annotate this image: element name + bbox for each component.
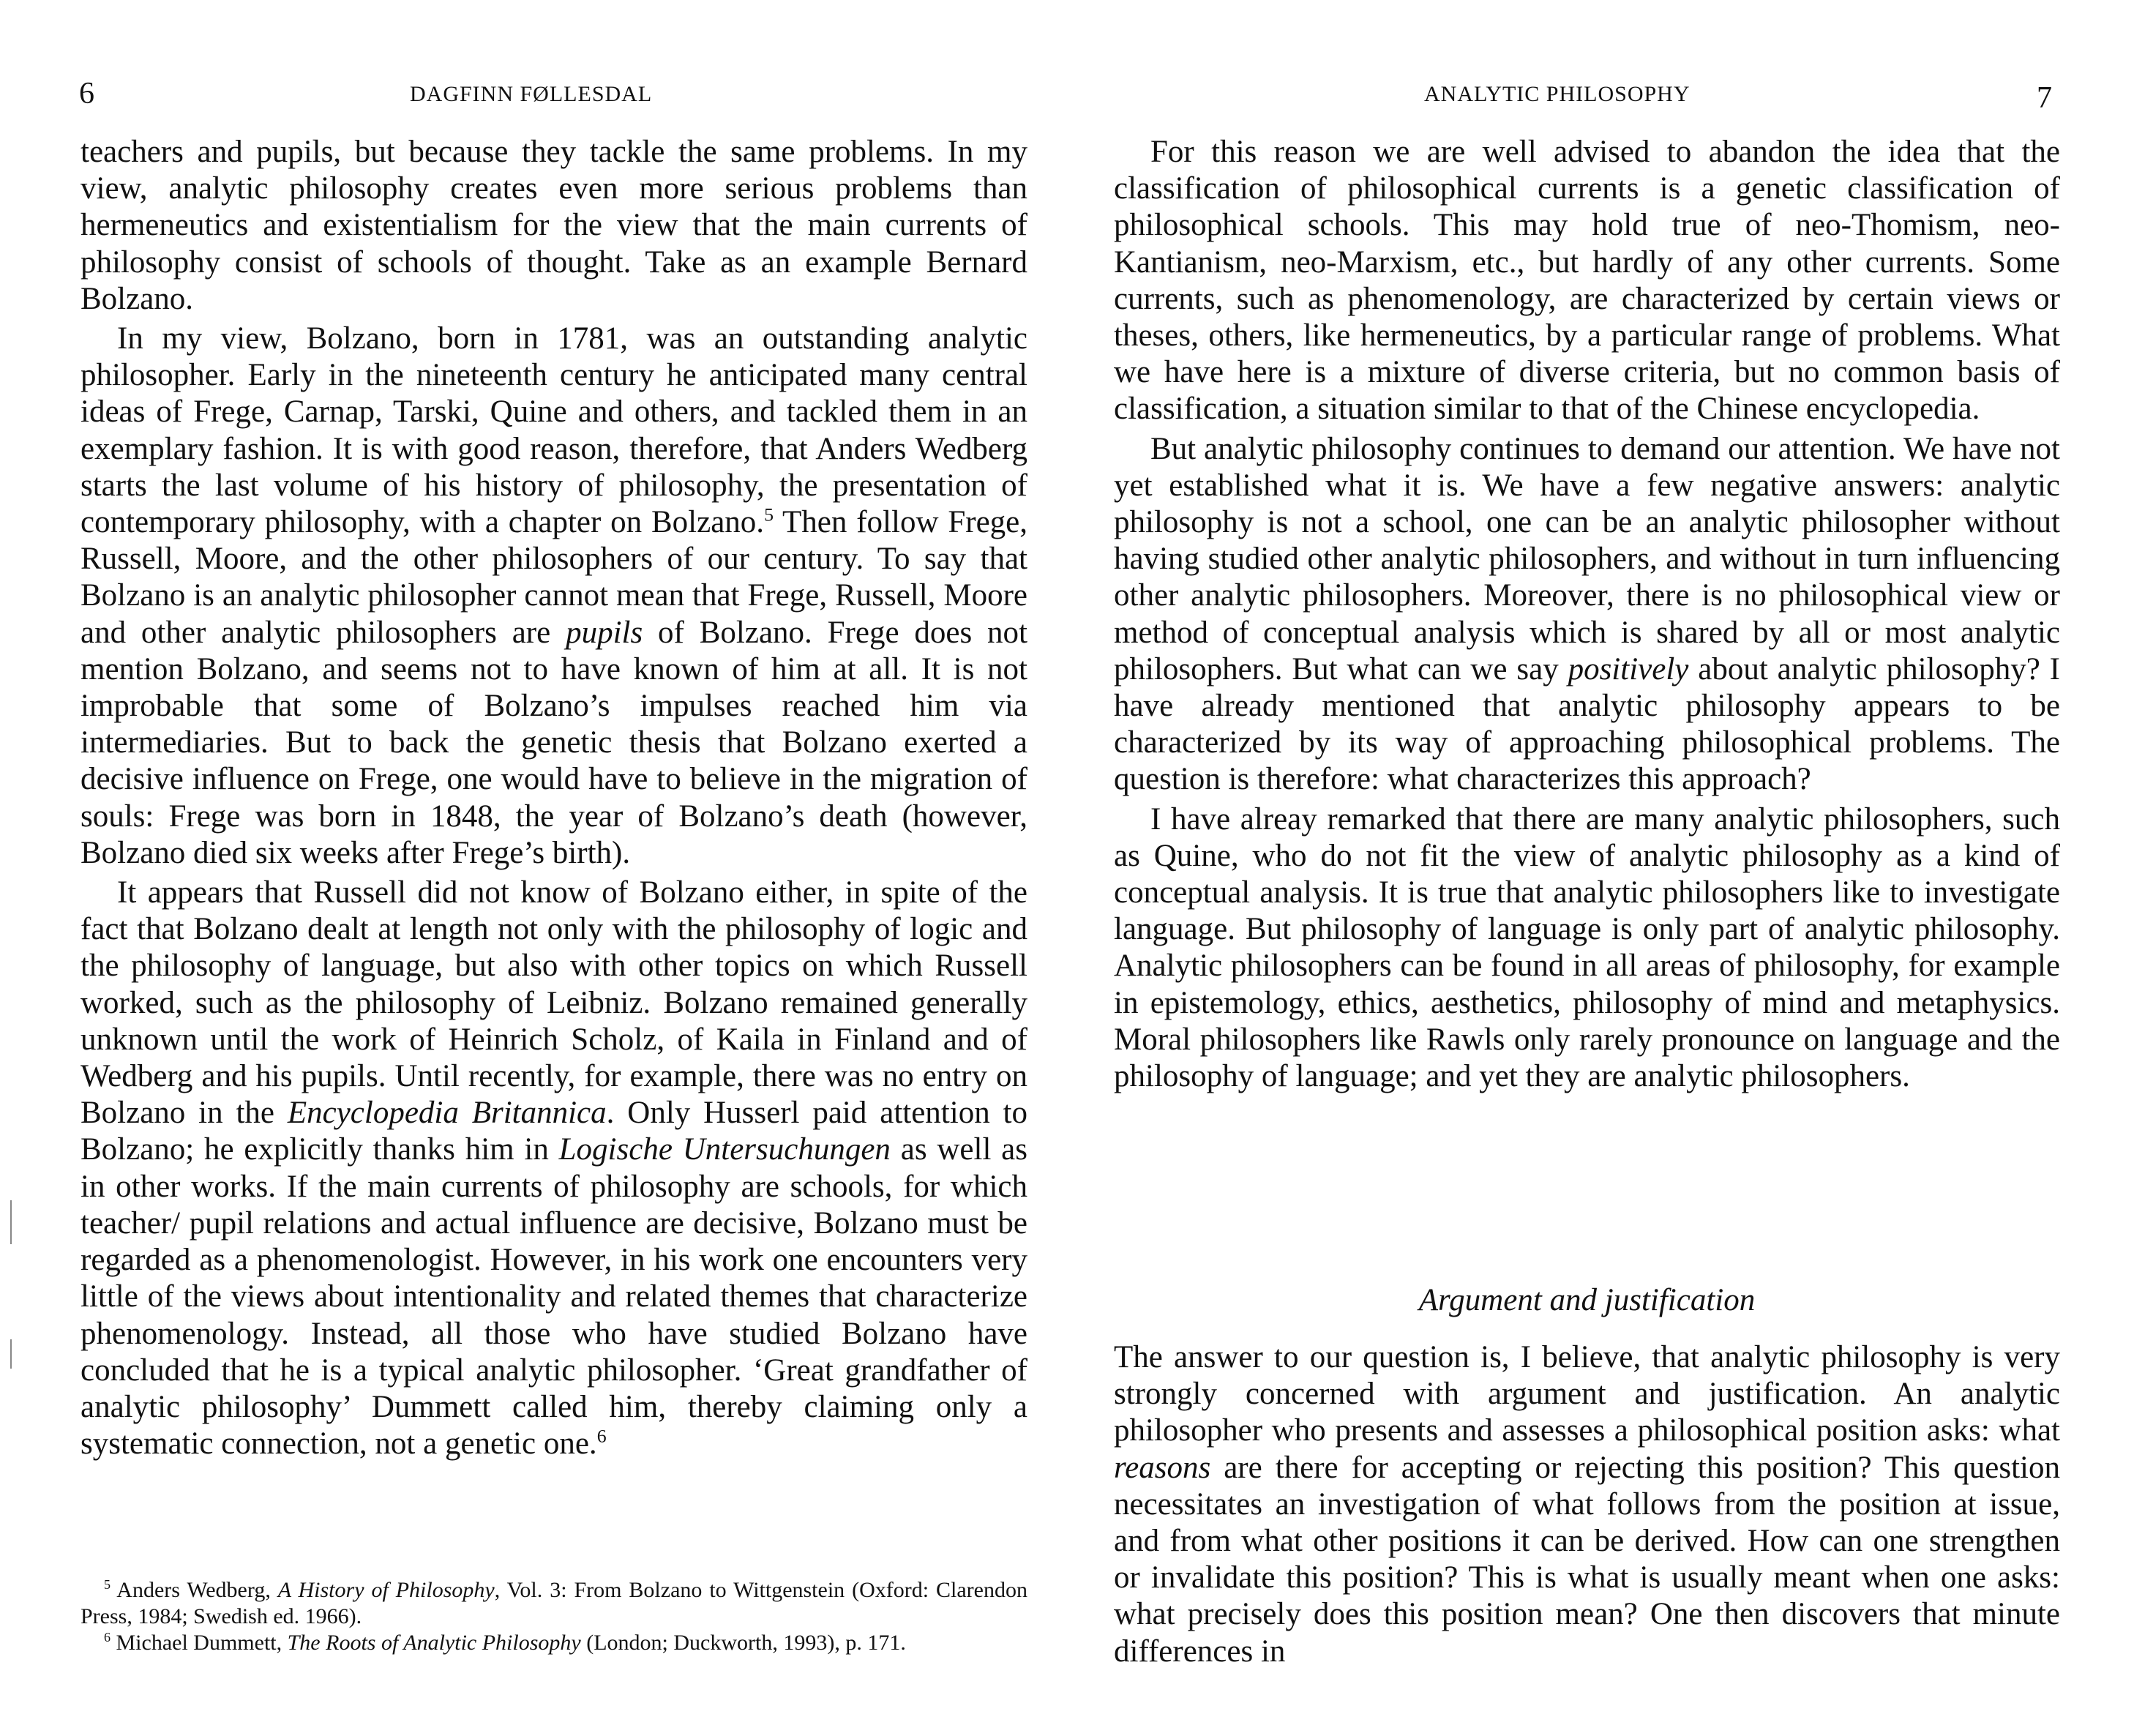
text-run: (London; Duckworth, 1993), p. 171.: [580, 1631, 906, 1655]
text-run: , Vol. 3: From Bolzano to Wittgenstein (Oxford: Clarendon Press, 1984; Swedish ed. 1966).: [81, 1578, 1027, 1628]
footnote-ref: 6: [104, 1630, 111, 1645]
text-run: Michael Dummett,: [111, 1631, 288, 1655]
text-run: I have alreay remarked that there are many analytic philosophers, such as Quine, who do not fit the view of analytic philosophy as a kind of conceptual analysis. It is true that analytic philosophers like to investigate language. But philosophy of language is only part of analytic philosophy. Analytic philosophers can be found in all areas of philosophy, for example in epistemology, ethics, aesthetics, philosophy of mind and metaphysics. Moral philosophers like Rawls only rarely pronounce on language and the philosophy of language; and yet they are analytic philosophers.: [1114, 801, 2060, 1094]
text-run: Then follow Frege, Russell, Moore, and the other philosophers of our century. To say that Bolzano is an analytic philosopher cannot mean that Frege, Russell, Moore and other analytic philosophers are: [81, 505, 1028, 650]
right-page: [1067, 0, 2134, 1736]
page-number: 6: [79, 77, 94, 111]
body-text: [1114, 134, 2060, 1095]
paragraph: [1114, 801, 2060, 1096]
text-run: of Bolzano. Frege does not mention Bolzano, and seems not to have known of him at all. It is not improbable that some of Bolzano’s impulses reached him via intermediaries. But to back the genetic thesis that Bolzano exerted a decisive influence on Frege, one would have to believe in the migration of souls: Frege was born in 1848, the year of Bolzano’s death (however, Bolzano died six weeks after Frege’s birth).: [81, 615, 1027, 870]
text-run: Anders Wedberg,: [111, 1578, 278, 1602]
body-text: [81, 134, 1027, 1462]
italic-text: Encyclopedia Britannica: [287, 1096, 607, 1131]
running-head: DAGFINN FØLLESDAL: [410, 82, 653, 106]
page-number: 7: [2037, 81, 2052, 115]
section-body-text: [1114, 1339, 2060, 1670]
italic-text: The Roots of Analytic Philosophy: [287, 1631, 581, 1655]
text-run: The answer to our question is, I believe, that analytic philosophy is very strongly concerned with argument and justification. An analytic philosopher who presents and assesses a philosophical position asks: what: [1114, 1340, 2060, 1448]
footnote-ref: 5: [104, 1577, 111, 1592]
italic-text: pupils: [566, 615, 643, 650]
text-run: are there for accepting or rejecting this position? This question necessitates an investigation of what follows from the position at issue, and from what other positions it can be derived. How can one strengthen or invalidate this position? This is what is usually meant when one asks: what precisely does this position mean? One then discovers that minute differences in: [1114, 1450, 2060, 1669]
italic-text: A History of Philosophy: [277, 1578, 495, 1602]
text-run: For this reason we are well advised to abandon the idea that the classification of philosophical currents is a genetic classification of philosophical schools. This may hold true of neo-Thomism, neo-Kantianism, neo-Marxism, etc., but hardly of any other currents. Some currents, such as phenomenology, are characterized by certain views or theses, others, like hermeneutics, by a particular range of problems. What we have here is a mixture of diverse criteria, but no common basis of classification, a situation similar to that of the Chinese encyclopedia.: [1114, 135, 2060, 427]
text-run: as well as in other works. If the main currents of philosophy are schools, for which teacher/ pupil relations and actual influence are decisive, Bolzano must be regarded as a phenomenologist. However, in his work one encounters very little of the views about intentionality and related themes that characterize phenomenology. Instead, all those who have studied Bolzano have concluded that he is a typical analytic philosopher. ‘Great grandfather of analytic philosophy’ Dummett called him, thereby claiming only a systematic connection, not a genetic one.: [81, 1132, 1028, 1462]
paragraph: [81, 875, 1027, 1462]
italic-text: reasons: [1114, 1450, 1211, 1485]
paragraph: [81, 321, 1027, 872]
paragraph: [1114, 134, 2060, 428]
text-run: . Only Husserl paid attention to Bolzano; he explicitly thanks him in: [81, 1096, 1028, 1167]
italic-text: Logische Untersuchungen: [558, 1132, 891, 1167]
section-heading: Argument and justification: [1418, 1283, 1756, 1317]
footnote-ref: 6: [596, 1425, 607, 1447]
footnote: [81, 1630, 1027, 1656]
footnote: [81, 1577, 1027, 1630]
margin-line: [10, 1200, 12, 1244]
footnotes: [81, 1577, 1027, 1656]
margin-line: [10, 1339, 12, 1369]
text-run: But analytic philosophy continues to demand our attention. We have not yet established what it is. We have a few negative answers: analytic philosophy is not a school, one can be an analytic philosopher without having studied other analytic philosophers, and without in turn influencing other analytic philosophers. Moreover, there is no philosophical view or method of conceptual analysis which is shared by all or most analytic philosophers. But what can we say: [1114, 431, 2060, 686]
text-run: In my view, Bolzano, born in 1781, was an outstanding analytic philosopher. Early in the nineteenth century he anticipated many central ideas of Frege, Carnap, Tarski, Quine and others, and tackled them in an exemplary fashion. It is with good reason, therefore, that Anders Wedberg starts the last volume of his history of philosophy, the presentation of contemporary philosophy, with a chapter on Bolzano.: [81, 321, 1027, 540]
text-run: teachers and pupils, but because they tackle the same problems. In my view, analytic philosophy creates even more serious problems than hermeneutics and existentialism for the view that the main currents of philosophy consist of schools of thought. Take as an example Bernard Bolzano.: [81, 135, 1027, 316]
italic-text: positively: [1568, 651, 1689, 686]
footnote-ref: 5: [764, 504, 774, 525]
text-run: It appears that Russell did not know of Bolzano either, in spite of the fact that Bolzano dealt at length not only with the philosophy of logic and the philosophy of language, but also with other topics on which Russell worked, such as the philosophy of Leibniz. Bolzano remained generally unknown until the work of Heinrich Scholz, of Kaila in Finland and of Wedberg and his pupils. Until recently, for example, there was no entry on Bolzano in the: [81, 875, 1027, 1131]
paragraph: [81, 134, 1027, 318]
paragraph: [1114, 431, 2060, 798]
text-run: about analytic philosophy? I have already mentioned that analytic philosophy appears to be characterized by its way of approaching philosophical problems. The question is therefore: what characterizes this approach?: [1114, 651, 2060, 797]
running-head: ANALYTIC PHILOSOPHY: [1424, 82, 1691, 106]
paragraph: [1114, 1339, 2060, 1670]
